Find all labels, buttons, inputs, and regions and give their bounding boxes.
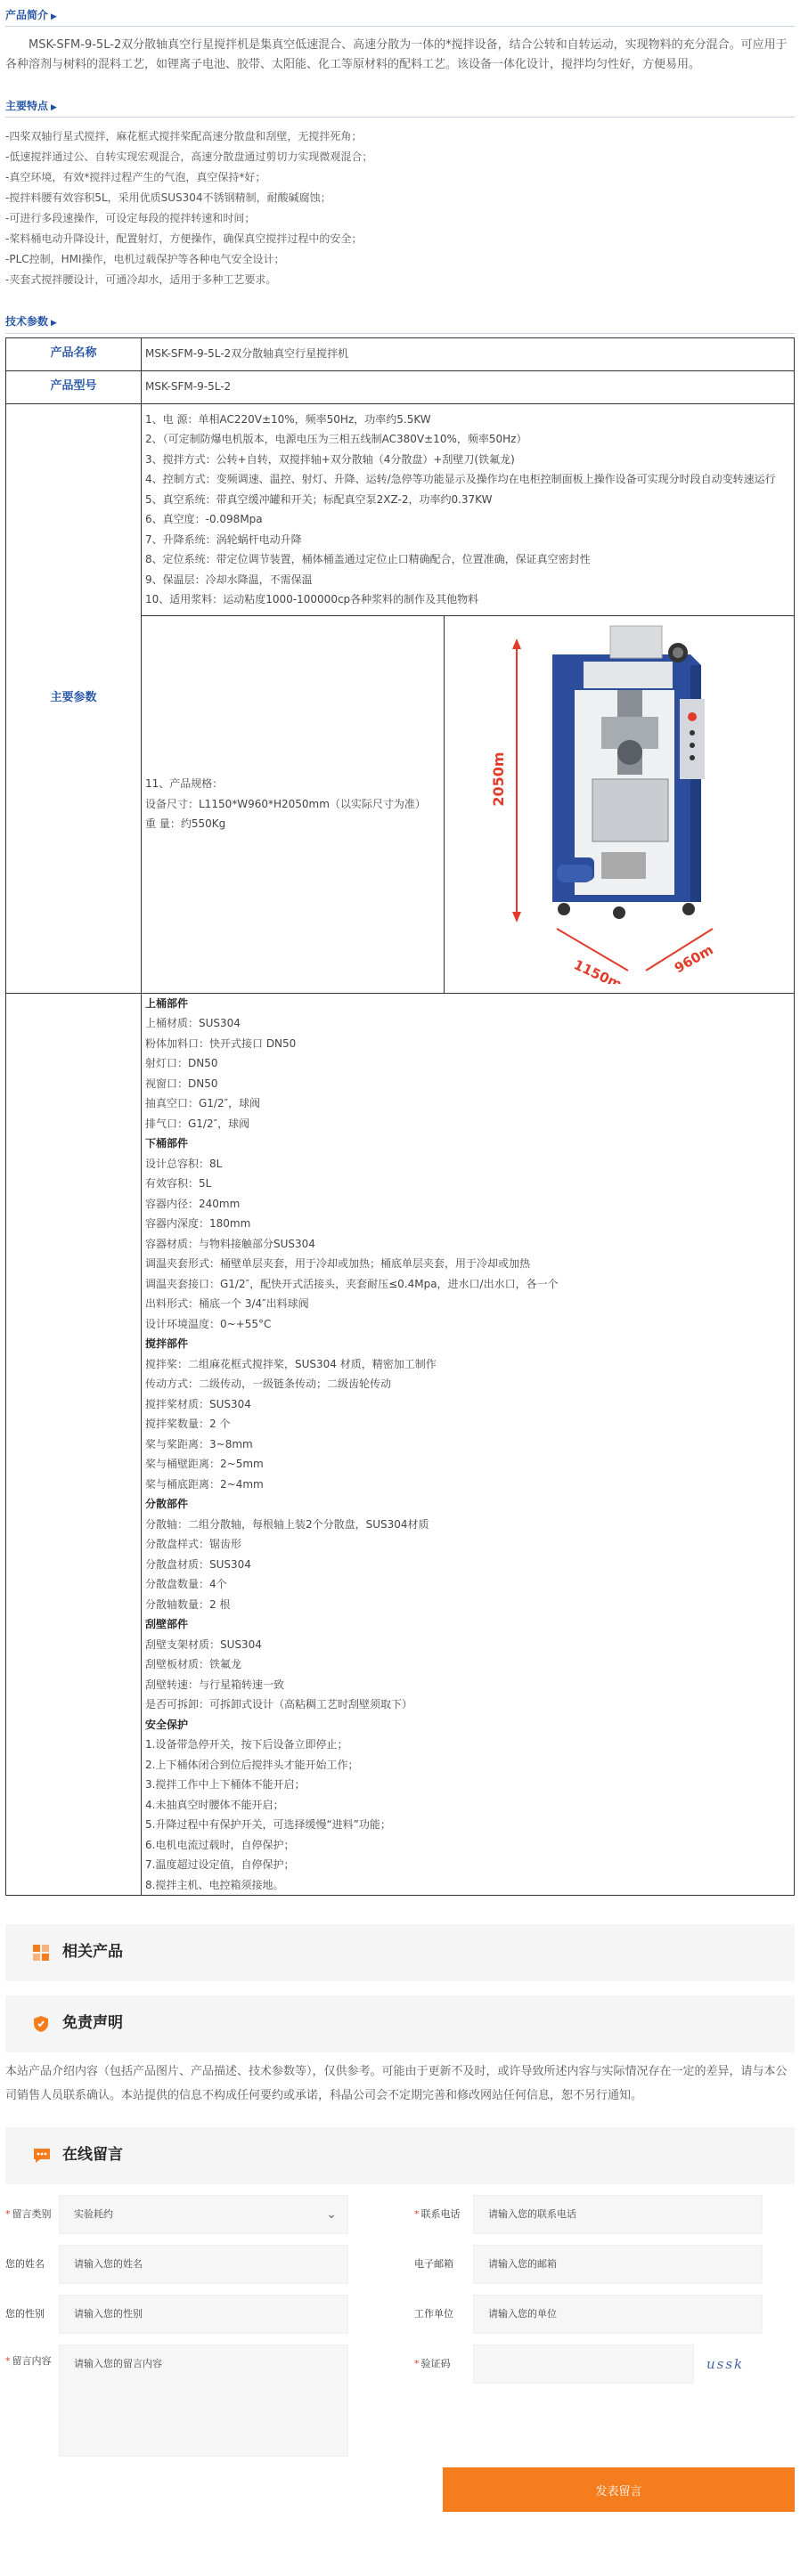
detail-item: 粉体加料口：快开式接口 DN50 xyxy=(145,1036,297,1050)
detail-item: 分散盘样式：锯齿形 xyxy=(145,1538,242,1551)
grid-icon xyxy=(32,1944,50,1962)
detail-item: 容器内径：240mm xyxy=(145,1197,241,1210)
detail-item: 搅拌桨材质：SUS304 xyxy=(145,1397,251,1410)
gender-input[interactable]: 请输入您的性别 xyxy=(59,2295,348,2334)
main-param-item: 5、真空系统：带真空缓冲罐和开关；标配真空泵2XZ-2，功率约0.37KW xyxy=(145,492,493,506)
detail-item: 抽真空口：G1/2″，球阀 xyxy=(145,1097,261,1110)
machine-image xyxy=(445,615,795,993)
content-textarea[interactable]: 请输入您的留言内容 xyxy=(59,2344,348,2457)
main-param-item: 9、保温层：冷却水降温，不需保温 xyxy=(145,573,313,586)
spec-size-items xyxy=(142,615,445,993)
detail-item: 搅拌桨：二组麻花框式搅拌桨，SUS304 材质，精密加工制作 xyxy=(145,1357,437,1370)
detail-item: 调温夹套接口：G1/2″，配快开式活接头，夹套耐压≤0.4Mpa，进水口/出水口，各一个 xyxy=(145,1277,559,1290)
detail-item: 是否可拆卸：可拆卸式设计（高粘稠工艺时刮壁须取下） xyxy=(145,1698,413,1711)
company-input[interactable]: 请输入您的单位 xyxy=(473,2295,763,2334)
detail-item: 7.温度超过设定值，自停保护； xyxy=(145,1858,295,1872)
main-param-item: 3、搅拌方式：公转+自转，双搅拌轴+双分散轴（4分散盘）+刮壁刀(铁氟龙) xyxy=(145,452,515,466)
message-form xyxy=(5,2190,795,2512)
detail-item: 分散盘数量：4个 xyxy=(145,1578,227,1591)
spec-model-label: 产品型号 xyxy=(6,370,142,403)
detail-section-title: 安全保护 xyxy=(145,1718,189,1731)
detail-item: 刮壁支架材质：SUS304 xyxy=(145,1637,262,1651)
detail-section-title: 分散部件 xyxy=(145,1498,189,1511)
chevron-down-icon: ⌄ xyxy=(326,2206,337,2222)
spec-name-value: MSK-SFM-9-5L-2双分散轴真空行星搅拌机 xyxy=(142,337,795,370)
detail-item: 分散轴：二组分散轴，每根轴上装2个分散盘，SUS304材质 xyxy=(145,1517,429,1531)
width-dim-label: 960m xyxy=(672,941,716,977)
email-label: 电子邮箱 xyxy=(414,2258,453,2271)
disclaimer-title: 免责声明 xyxy=(5,1995,795,2052)
phone-input[interactable]: 请输入您的联系电话 xyxy=(473,2195,763,2234)
detail-item: 容器内深度：180mm xyxy=(145,1217,251,1231)
type-label: * 留言类别 xyxy=(5,2208,52,2221)
detail-item: 容器材质：与物料接触部分SUS304 xyxy=(145,1237,315,1250)
detail-item: 4.未抽真空时腰体不能开启； xyxy=(145,1798,284,1811)
feature-item: -可进行多段速操作，可设定每段的搅拌转速和时间； xyxy=(5,212,256,225)
main-param-item: 10、适用浆料：运动粘度1000-100000cp各种浆料的制作及其他物料 xyxy=(145,593,479,606)
detail-section-title: 上桶部件 xyxy=(145,996,189,1010)
main-param-item: 4、控制方式：变频调速、温控、射灯、升降、运转/急停等功能显示及操作均在电柜控制面板上操作设备可实现分时段自动变转速运行 xyxy=(145,473,776,486)
detail-item: 设计总容积：8L xyxy=(145,1157,223,1170)
submit-button[interactable]: 发表留言 xyxy=(443,2467,795,2512)
detail-item: 1.设备带急停开关，按下后设备立即停止； xyxy=(145,1738,348,1751)
name-input[interactable]: 请输入您的姓名 xyxy=(59,2245,348,2284)
detail-item: 分散盘材质：SUS304 xyxy=(145,1557,251,1571)
main-param-item: 2、（可定制防爆电机版本，电源电压为三相五线制AC380V±10%，频率50Hz） xyxy=(145,433,527,446)
spec-main-items xyxy=(142,403,795,615)
detail-item: 有效容积：5L xyxy=(145,1177,212,1190)
size-param-item: 重 量：约550Kg xyxy=(145,817,226,831)
name-label: 您的姓名 xyxy=(5,2258,45,2271)
detail-item: 刮壁转速：与行星箱转速一致 xyxy=(145,1678,285,1691)
detail-item: 8.搅拌主机、电控箱须接地。 xyxy=(145,1878,284,1891)
detail-item: 2.上下桶体闭合到位后搅拌头才能开始工作； xyxy=(145,1758,359,1771)
feature-item: -PLC控制，HMI操作，电机过载保护等各种电气安全设计； xyxy=(5,253,285,266)
phone-label: * 联系电话 xyxy=(414,2208,461,2221)
related-products-title: 相关产品 xyxy=(5,1924,795,1981)
detail-item: 刮壁板材质：铁氟龙 xyxy=(145,1658,242,1671)
detail-section-title: 搅拌部件 xyxy=(145,1337,189,1351)
detail-item: 6.电机电流过载时，自停保护； xyxy=(145,1838,295,1851)
feature-item: -四桨双轴行星式搅拌，麻花框式搅拌桨配高速分散盘和刮壁，无搅拌死角； xyxy=(5,130,363,143)
height-dim-label: 2050m xyxy=(490,752,507,807)
feature-item: -搅拌料腰有效容积5L，采用优质SUS304不锈钢精制，耐酸碱腐蚀； xyxy=(5,191,331,205)
size-param-item: 11、产品规格： xyxy=(145,777,224,791)
company-label: 工作单位 xyxy=(414,2308,453,2320)
detail-section-title: 刮壁部件 xyxy=(145,1618,189,1631)
spec-model-value: MSK-SFM-9-5L-2 xyxy=(142,370,795,403)
main-param-item: 1、电 源：单相AC220V±10%，频率50Hz，功率约5.5KW xyxy=(145,412,431,426)
length-dim-label: 1150m xyxy=(571,956,624,984)
gender-label: 您的性别 xyxy=(5,2308,45,2320)
main-param-item: 8、定位系统：带定位调节装置，桶体桶盖通过定位止口精确配合，位置准确，保证真空密封性 xyxy=(145,553,591,566)
detail-item: 视窗口：DN50 xyxy=(145,1077,218,1090)
detail-item: 射灯口：DN50 xyxy=(145,1057,218,1070)
email-input[interactable]: 请输入您的邮箱 xyxy=(473,2245,763,2284)
feature-item: -低速搅拌通过公、自转实现宏观混合，高速分散盘通过剪切力实现微观混合； xyxy=(5,150,373,164)
detail-item: 桨与桶底距离：2~4mm xyxy=(145,1477,264,1491)
message-title: 在线留言 xyxy=(5,2127,795,2184)
shield-icon xyxy=(32,2015,50,2033)
feature-item: -夹套式搅拌腰设计，可通冷却水，适用于多种工艺要求。 xyxy=(5,273,277,287)
feature-item: -桨料桶电动升降设计，配置射灯，方便操作，确保真空搅拌过程中的安全； xyxy=(5,232,363,246)
detail-item: 分散轴数量：2 根 xyxy=(145,1597,231,1611)
detail-section-title: 下桶部件 xyxy=(145,1137,189,1150)
intro-text: MSK-SFM-9-5L-2双分散轴真空行星搅拌机是集真空低速混合、高速分散为一体的*搅拌设备，结合公转和自转运动，实现物料的充分混合。可应用于各种溶剂与树料的混料工艺，如锂离子电池、胶带、太阳能、化工等原材料的配料工艺。该设备一体化设计，搅拌均匀性好，方便易用。 xyxy=(5,38,788,72)
section-params-heading: 技术参数 ▶ xyxy=(5,315,57,329)
detail-item: 搅拌桨数量：2 个 xyxy=(145,1418,231,1431)
section-features-heading: 主要特点 ▶ xyxy=(5,100,57,113)
detail-item: 设计环境温度：0~+55°C xyxy=(145,1317,272,1330)
detail-item: 3.搅拌工作中上下桶体不能开启； xyxy=(145,1778,306,1792)
detail-item: 调温夹套形式：桶壁单层夹套，用于冷却或加热；桶底单层夹套，用于冷却或加热 xyxy=(145,1257,531,1271)
type-select[interactable]: 实验耗约 ⌄ xyxy=(59,2195,348,2234)
size-param-item: 设备尺寸：L1150*W960*H2050mm（以实际尺寸为准） xyxy=(145,797,426,810)
machine-illustration xyxy=(468,619,771,984)
disclaimer-text: 本站产品介绍内容（包括产品图片、产品描述、技术参数等），仅供参考。可能由于更新不及时，或许导致所述内容与实际情况存在一定的差异，请与本公司销售人员联系确认。本站提供的信息不构成任何要约或承诺，科晶公司会不定期完善和修改网站任何信息，恕不另行通知。 xyxy=(5,2065,788,2103)
spec-name-label: 产品名称 xyxy=(6,337,142,370)
captcha-image[interactable]: ussk xyxy=(706,2356,745,2373)
captcha-label: * 验证码 xyxy=(414,2358,451,2370)
spec-main-label: 主要参数 xyxy=(6,403,142,993)
detail-item: 排气口：G1/2″，球阀 xyxy=(145,1117,250,1130)
main-param-item: 6、真空度：-0.098Mpa xyxy=(145,513,263,526)
spec-table xyxy=(5,337,795,1897)
detail-item: 5.升降过程中有保护开关，可选择缓慢“进料”功能； xyxy=(145,1818,391,1832)
detail-item: 出料形式：桶底一个 3/4″出料球阀 xyxy=(145,1297,309,1311)
detail-item: 传动方式：二级传动，一级链条传动；二级齿轮传动 xyxy=(145,1377,392,1391)
detail-item: 上桶材质：SUS304 xyxy=(145,1017,241,1030)
spec-detail-items xyxy=(142,993,795,1896)
detail-item: 桨与桨距离：3~8mm xyxy=(145,1437,253,1451)
feature-item: -真空环境，有效*搅拌过程产生的气泡，真空保持*好； xyxy=(5,171,266,184)
chat-icon xyxy=(32,2147,50,2165)
content-label: * 留言内容 xyxy=(5,2355,52,2368)
main-param-item: 7、升降系统：涡轮蜗杆电动升降 xyxy=(145,532,302,546)
detail-item: 桨与桶壁距离：2~5mm xyxy=(145,1458,264,1471)
captcha-input[interactable] xyxy=(473,2344,694,2384)
section-intro-heading: 产品简介 ▶ xyxy=(5,9,57,21)
feature-list xyxy=(5,126,795,290)
